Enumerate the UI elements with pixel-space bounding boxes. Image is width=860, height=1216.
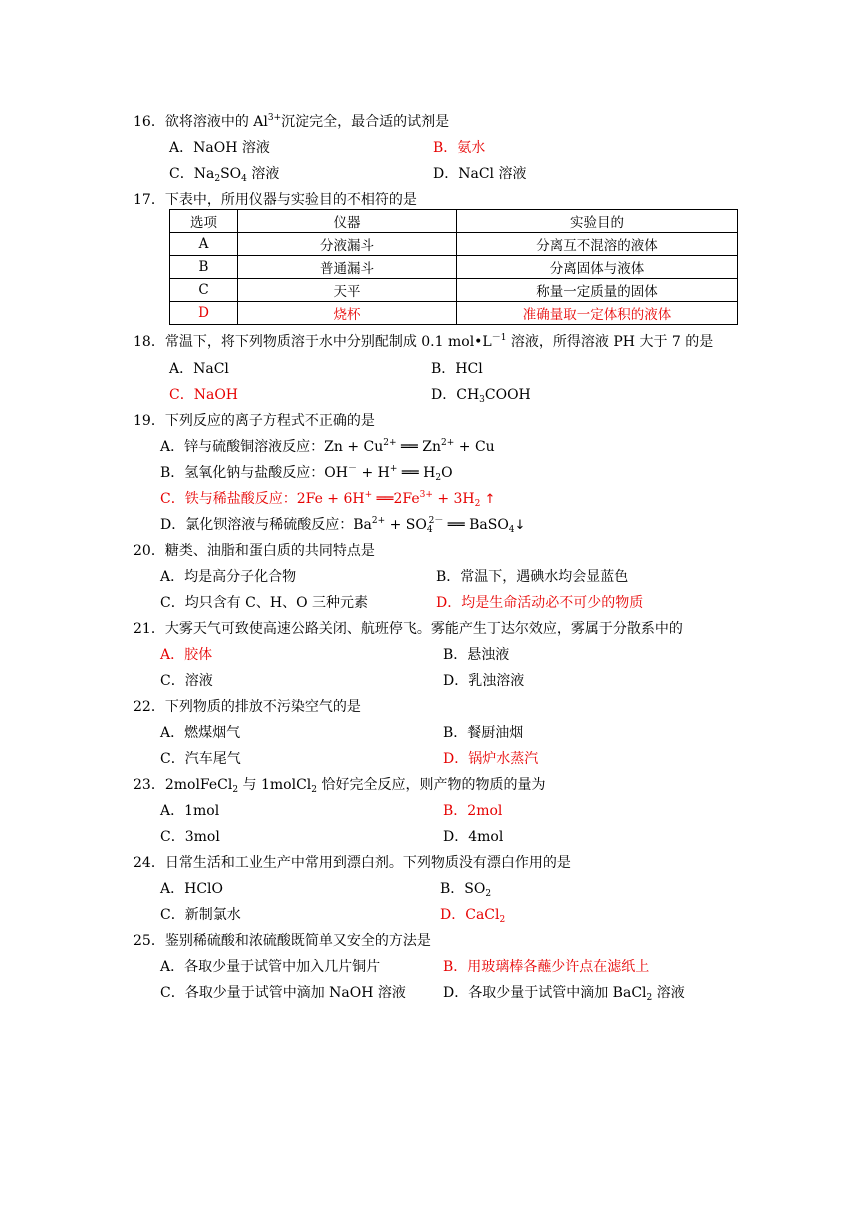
question-number: 20． xyxy=(133,543,165,559)
question-21 xyxy=(133,618,683,638)
option-b: B．常温下，遇碘水均会显蓝色 xyxy=(436,569,629,585)
option-b-answer: B．用玻璃棒各蘸少许点在滤纸上 xyxy=(443,959,650,975)
option-b: B．$SO_2$ xyxy=(440,881,492,899)
option-c: C．汽车尾气 xyxy=(160,751,241,767)
option-c: C．3mol xyxy=(160,829,220,845)
table-cell: 烧杯 xyxy=(238,302,457,325)
option-b: B．HCl xyxy=(431,361,483,377)
option-d: D．4mol xyxy=(443,829,504,845)
question-25 xyxy=(133,930,431,950)
option-d-answer: D．锅炉水蒸汽 xyxy=(443,751,539,767)
option-c: C．新制氯水 xyxy=(160,907,241,923)
question-stem: 糖类、油脂和蛋白质的共同特点是 xyxy=(164,543,375,559)
option-d: D．$CH_3COOH$ xyxy=(431,387,531,405)
table-cell: 称量一定质量的固体 xyxy=(457,279,738,302)
question-24 xyxy=(133,852,571,872)
table-cell: 天平 xyxy=(238,279,457,302)
option-c: C．溶液 xyxy=(160,673,213,689)
table-row-answer xyxy=(170,302,738,325)
question-number: 16． xyxy=(133,114,165,130)
question-number: 22． xyxy=(133,699,165,715)
table-cell: B xyxy=(170,256,238,279)
table-cell: 准确量取一定体积的液体 xyxy=(457,302,738,325)
question-stem: 下列物质的排放不污染空气的是 xyxy=(164,699,361,715)
option-a: A．NaCl xyxy=(169,361,229,377)
option-a: A．均是高分子化合物 xyxy=(160,569,297,585)
table-cell: 分离固体与液体 xyxy=(457,256,738,279)
question-stem: 鉴别稀硫酸和浓硫酸既简单又安全的方法是 xyxy=(164,933,431,949)
question-number: 23． xyxy=(133,777,165,793)
question-stem: 下表中，所用仪器与实验目的不相符的是 xyxy=(164,192,417,208)
table-row xyxy=(170,279,738,302)
question-17-table xyxy=(169,209,738,325)
question-number: 19． xyxy=(133,413,165,429)
option-b: B．餐厨油烟 xyxy=(443,725,524,741)
option-d: D．NaCl 溶液 xyxy=(433,166,527,182)
option-a: A．燃煤烟气 xyxy=(160,725,241,741)
question-stem: 大雾天气可致使高速公路关闭、航班停飞。雾能产生丁达尔效应，雾属于分散系中的 xyxy=(164,621,683,637)
option-d-answer: D．CaCl$_2$ xyxy=(440,907,506,925)
option-a: A．1mol xyxy=(160,803,220,819)
option-c-answer: C．NaOH xyxy=(169,387,239,403)
option-b-answer: B．2mol xyxy=(443,803,503,819)
precipitate-arrow-icon: ↓ xyxy=(514,518,526,533)
question-17 xyxy=(133,189,417,209)
option-a: A．HClO xyxy=(160,881,224,897)
question-number: 25． xyxy=(133,933,165,949)
question-number: 17． xyxy=(133,192,165,208)
table-header: 仪器 xyxy=(238,210,457,233)
question-number: 18． xyxy=(133,334,165,350)
question-18 xyxy=(133,331,713,351)
question-23 xyxy=(133,774,545,794)
option-a: A．各取少量于试管中加入几片铜片 xyxy=(160,959,381,975)
question-stem: 2molFeCl$_2$ 与 1molCl$_2$ 恰好完全反应，则产物的物质的量为 xyxy=(164,777,546,795)
table-cell: D xyxy=(170,302,238,325)
option-b: B．悬浊液 xyxy=(443,647,510,663)
table-cell: 普通漏斗 xyxy=(238,256,457,279)
option-c: C．各取少量于试管中滴加 NaOH 溶液 xyxy=(160,985,406,1001)
option-c: C．$Na_2SO_4$ 溶液 xyxy=(169,166,280,184)
question-stem: 下列反应的离子方程式不正确的是 xyxy=(164,413,375,429)
question-number: 24． xyxy=(133,855,165,871)
option-b: B．氢氧化钠与盐酸反应：OH－ + H+ ══ $H_2O$ xyxy=(160,464,453,483)
question-number: 21． xyxy=(133,621,165,637)
table-header: 选项 xyxy=(170,210,238,233)
question-20 xyxy=(133,540,375,560)
option-a: A．NaOH 溶液 xyxy=(169,140,270,156)
question-stem: 日常生活和工业生产中常用到漂白剂。下列物质没有漂白作用的是 xyxy=(164,855,571,871)
question-16 xyxy=(133,111,449,131)
option-d: D．乳浊溶液 xyxy=(443,673,525,689)
table-cell: A xyxy=(170,233,238,256)
option-d: D．各取少量于试管中滴加 BaCl$_2$ 溶液 xyxy=(443,985,685,1003)
option-c: C．均只含有 C、H、O 三种元素 xyxy=(160,595,369,611)
option-b-answer: B．氨水 xyxy=(433,140,486,156)
option-c-answer: C．铁与稀盐酸反应：2Fe + 6H+ $══2Fe^{3+} + 3H_2$ ↑ xyxy=(160,490,496,509)
option-a-answer: A．胶体 xyxy=(160,647,213,663)
table-cell: 分液漏斗 xyxy=(238,233,457,256)
question-stem: 常温下，将下列物质溶于水中分别配制成 0.1 $mol•L^{-1}$ 溶液，所得溶液 PH 大于 7 的是 xyxy=(164,333,714,350)
option-d-answer: D．均是生命活动必不可少的物质 xyxy=(436,595,644,611)
question-22 xyxy=(133,696,361,716)
table-row xyxy=(170,256,738,279)
gas-arrow-icon: ↑ xyxy=(480,492,496,507)
table-header: 实验目的 xyxy=(457,210,738,233)
option-d: D．氯化钡溶液与稀硫酸反应：$Ba^{2+} + SO_4^{2-}$ ══ BaSO$_4$↓ xyxy=(160,516,526,535)
table-cell: C xyxy=(170,279,238,302)
table-row xyxy=(170,233,738,256)
question-stem: 欲将溶液中的 $Al^{3+}$沉淀完全，最合适的试剂是 xyxy=(164,113,450,130)
question-19 xyxy=(133,410,375,430)
table-cell: 分离互不混溶的液体 xyxy=(457,233,738,256)
table-header-row xyxy=(170,210,738,233)
option-a: A．锌与硫酸铜溶液反应：$Zn + Cu^{2+}$ ══ $Zn^{2+} + Cu$ xyxy=(160,438,495,455)
